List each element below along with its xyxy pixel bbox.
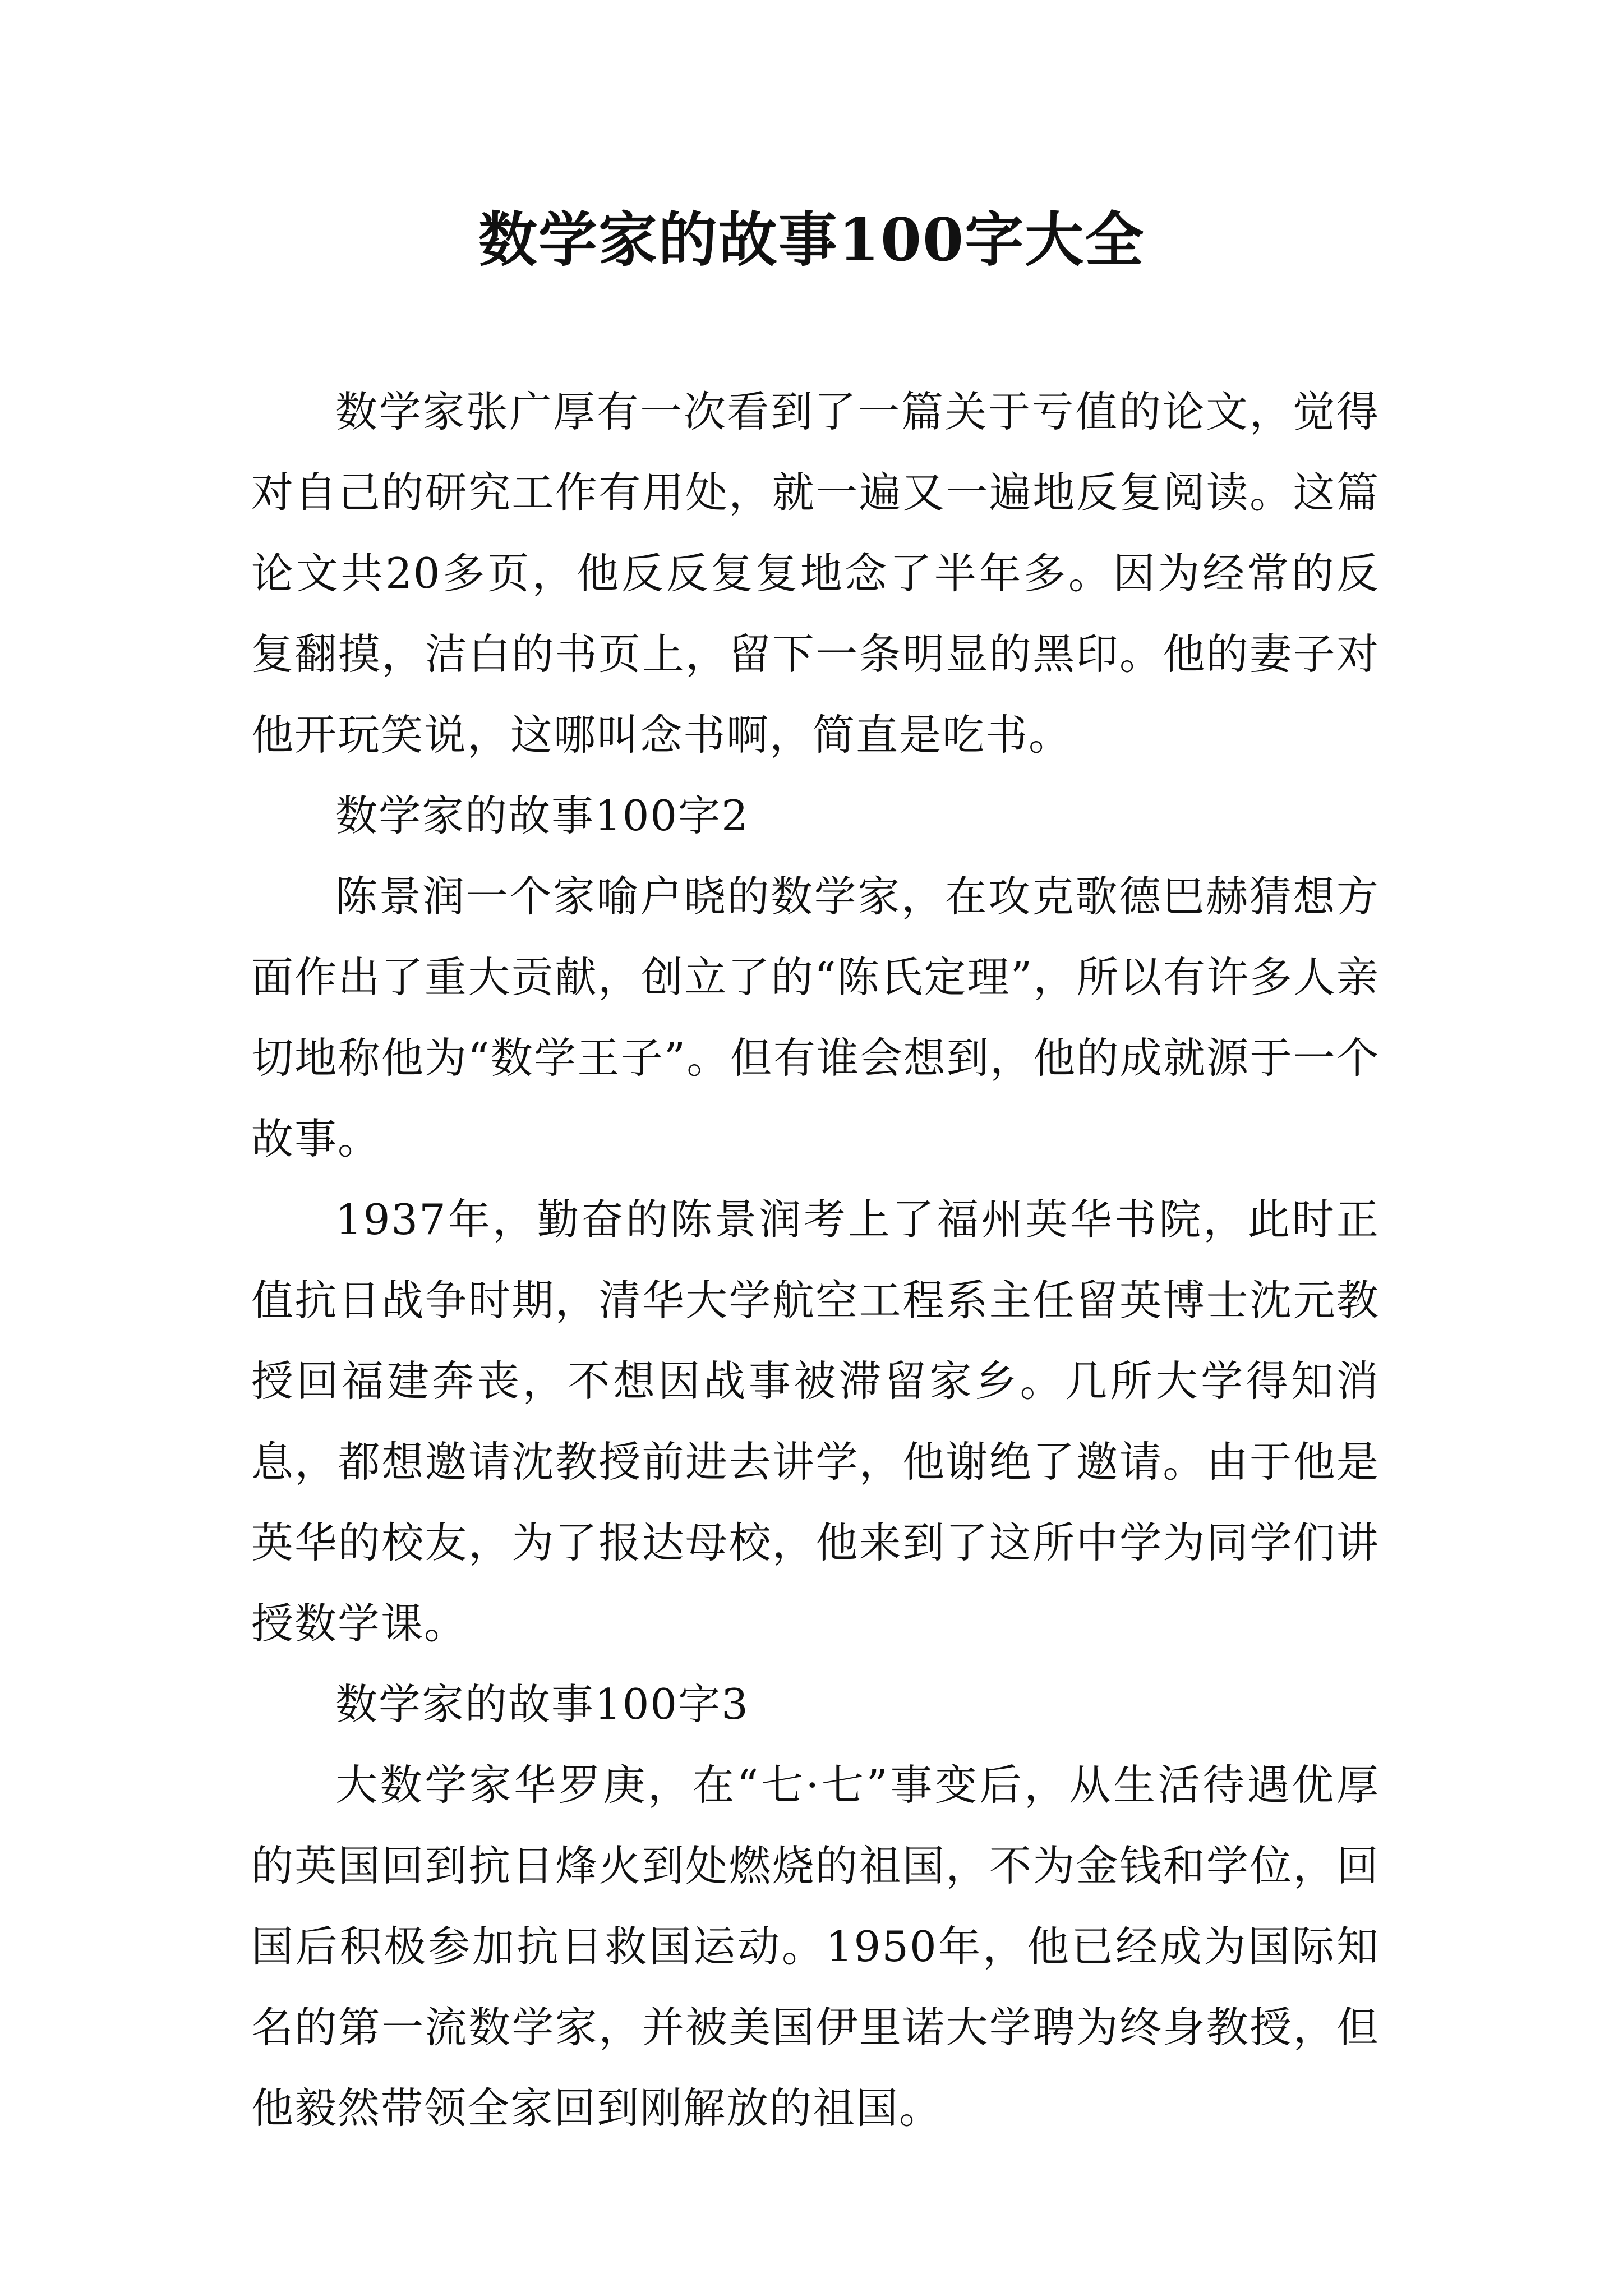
section-heading: 数学家的故事100字2 bbox=[335, 791, 749, 840]
paragraph: 数学家张广厚有一次看到了一篇关于亏值的论文，觉得对自己的研究工作有用处，就一遍又一遍地反复阅读。这篇论文共20多页，他反反复复地念了半年多。因为经常的反复翻摸，洁白的书页上，留下一条明显的黑印。他的妻子对他开玩笑说，这哪叫念书啊，简直是吃书。 bbox=[251, 387, 1380, 760]
paragraph: 陈景润一个家喻户晓的数学家，在攻克歌德巴赫猜想方面作出了重大贡献，创立了的“陈氏定理”，所以有许多人亲切地称他为“数学王子”。但有谁会想到，他的成就源于一个故事。 bbox=[251, 872, 1380, 1163]
paragraph: 1937年，勤奋的陈景润考上了福州英华书院，此时正值抗日战争时期，清华大学航空工程系主任留英博士沈元教授回福建奔丧，不想因战事被滞留家乡。几所大学得知消息，都想邀请沈教授前进去讲学，他谢绝了邀请。由于他是英华的校友，为了报达母校，他来到了这所中学为同学们讲授数学课。 bbox=[251, 1195, 1380, 1648]
document-title: 数学家的故事100字大全 bbox=[478, 205, 1145, 274]
paragraph: 大数学家华罗庚，在“七·七”事变后，从生活待遇优厚的英国回到抗日烽火到处燃烧的祖国，不为金钱和学位，回国后积极参加抗日救国运动。1950年，他已经成为国际知名的第一流数学家，并被美国伊里诺大学聘为终身教授，但他毅然带领全家回到刚解放的祖国。 bbox=[251, 1760, 1380, 2133]
section-heading: 数学家的故事100字3 bbox=[335, 1680, 749, 1729]
document-body bbox=[251, 371, 1380, 2148]
